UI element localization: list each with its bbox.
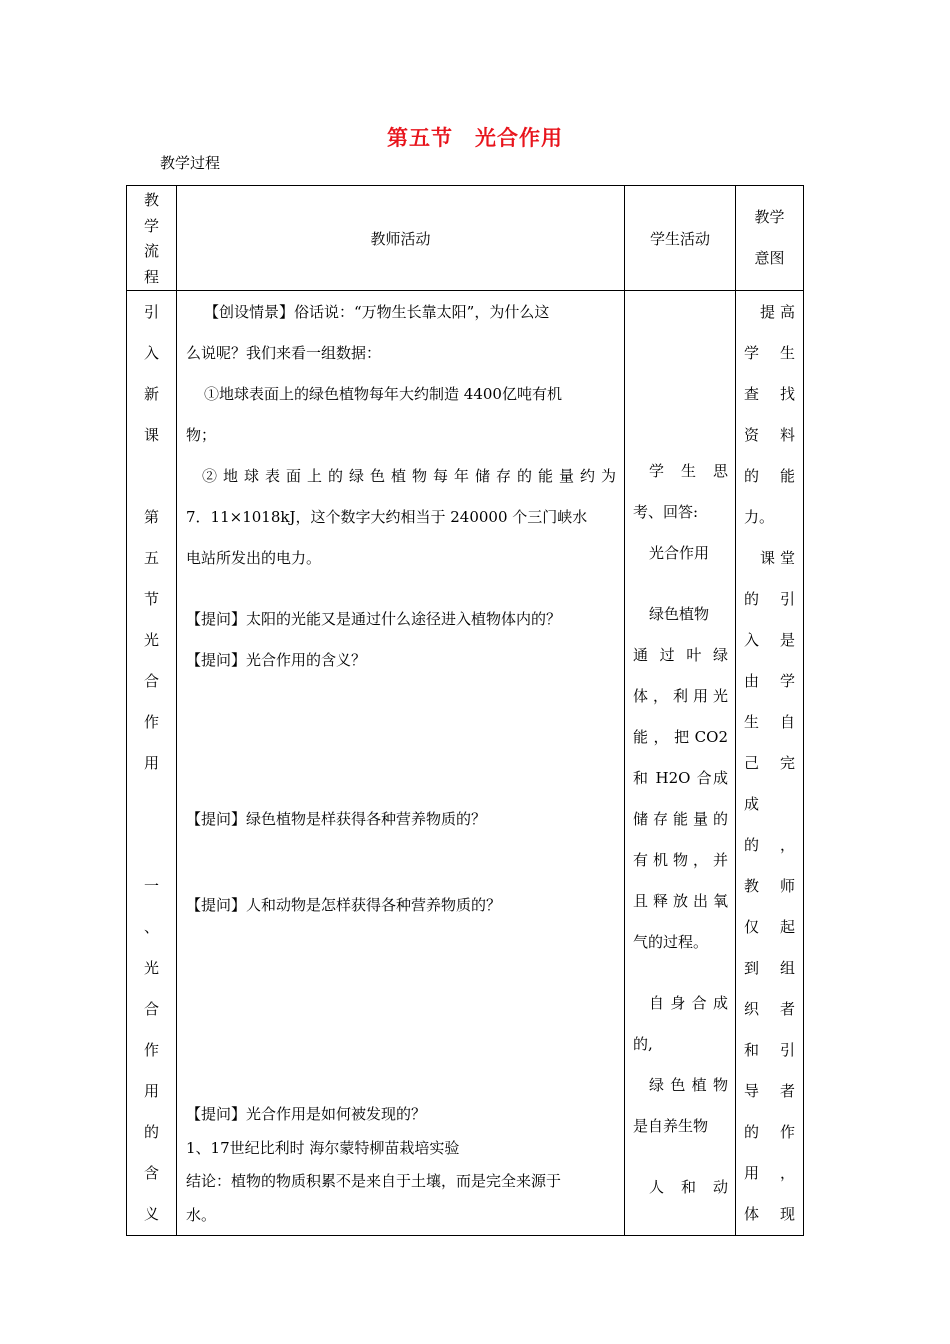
cell-text: 和引 xyxy=(744,1041,795,1059)
cell-text: 引 xyxy=(143,303,159,321)
cell-text: 生自 xyxy=(744,713,795,731)
teacher-line: 【提问】太阳的光能又是通过什么途径进入植物体内的？ xyxy=(186,610,562,628)
teacher-line: 【创设情景】俗话说：“万物生长靠太阳”，为什么这 xyxy=(204,303,550,321)
cell-text: 查找 xyxy=(744,385,795,403)
cell-text xyxy=(127,456,176,497)
cell-text: 成 xyxy=(744,795,760,813)
cell-text: 一 xyxy=(143,877,159,895)
cell-text: 的能 xyxy=(744,467,795,485)
cell-text: 体，利用光 xyxy=(633,687,728,705)
cell-text: 作 xyxy=(143,713,159,731)
cell-text: 光 xyxy=(143,631,159,649)
header-flow xyxy=(127,186,177,291)
cell-text: 、 xyxy=(143,918,159,936)
teaching-intent xyxy=(736,291,804,1236)
cell-text: 导者 xyxy=(744,1082,795,1100)
cell-text: 织者 xyxy=(744,1000,795,1018)
cell-text: 且释放出氧 xyxy=(633,892,728,910)
title-topic: 光合作用 xyxy=(475,126,563,150)
cell-text: 合 xyxy=(143,672,159,690)
cell-text: 合 xyxy=(143,1000,159,1018)
teacher-line: 物； xyxy=(186,426,217,444)
cell-text: 资料 xyxy=(744,426,795,444)
header-row xyxy=(127,186,804,291)
cell-text: 用， xyxy=(744,1164,795,1182)
page-title xyxy=(0,122,950,152)
cell-text: 用 xyxy=(143,754,159,772)
cell-text: 作 xyxy=(143,1041,159,1059)
cell-text: 通 过 叶 绿 xyxy=(633,646,728,664)
cell-text: 光合作用 xyxy=(649,544,710,562)
flow-column xyxy=(127,291,177,1236)
cell-text: 第 xyxy=(143,508,159,526)
cell-text: 是自养生物 xyxy=(633,1117,709,1135)
cell-text: 教学 xyxy=(754,208,785,226)
cell-text: 用 xyxy=(143,1082,159,1100)
cell-text: 有机物，并 xyxy=(633,851,728,869)
cell-text: 节 xyxy=(143,590,159,608)
cell-text: 提高 xyxy=(760,303,795,321)
lesson-table xyxy=(126,185,804,1236)
cell-text xyxy=(127,825,176,866)
cell-text: 仅起 xyxy=(744,918,795,936)
cell-text: 意图 xyxy=(754,249,785,267)
teacher-line: 么说呢？我们来看一组数据： xyxy=(186,344,382,362)
body-row xyxy=(127,291,804,1236)
cell-text: 课堂 xyxy=(760,549,795,567)
header-intent xyxy=(736,186,804,291)
cell-text: 程 xyxy=(143,267,159,286)
cell-text: 课 xyxy=(143,426,159,444)
cell-text: 力。 xyxy=(744,508,775,526)
section-label: 教学过程 xyxy=(160,154,221,172)
title-section: 第五节 xyxy=(387,126,453,150)
teacher-line: 水。 xyxy=(186,1206,217,1224)
teacher-line: 【提问】光合作用是如何被发现的？ xyxy=(186,1105,427,1123)
cell-text: 义 xyxy=(143,1205,159,1223)
teacher-line: 【提问】绿色植物是样获得各种营养物质的？ xyxy=(186,810,487,828)
cell-text: 的, xyxy=(633,1035,653,1053)
teacher-line: 结论：植物的物质积累不是来自于土壤，而是完全来源于 xyxy=(186,1172,562,1190)
cell-text: 含 xyxy=(143,1164,159,1182)
cell-text: 考、回答: xyxy=(633,503,699,521)
cell-text: 到组 xyxy=(744,959,795,977)
cell-text: 光 xyxy=(143,959,159,977)
cell-text: 教师 xyxy=(744,877,795,895)
cell-text: 储存能量的 xyxy=(633,810,728,828)
cell-text: 的引 xyxy=(744,590,795,608)
cell-text: 学生 xyxy=(744,344,795,362)
cell-text: 己完 xyxy=(744,754,795,772)
header-student: 学生活动 xyxy=(625,186,736,291)
cell-text: 自身合成 xyxy=(649,994,728,1012)
teacher-line: 【提问】光合作用的含义？ xyxy=(186,651,367,669)
teacher-line: 1、17世纪比利时 海尔蒙特柳苗栽培实验 xyxy=(186,1139,460,1157)
cell-text: 和 H2O 合成 xyxy=(633,769,728,787)
header-teacher: 教师活动 xyxy=(177,186,625,291)
student-activity xyxy=(625,291,736,1236)
cell-text: 学 生 思 xyxy=(649,462,728,480)
cell-text: 气的过程。 xyxy=(633,933,709,951)
cell-text: 新 xyxy=(143,385,159,403)
cell-text: 入 xyxy=(143,344,159,362)
teacher-line: 电站所发出的电力。 xyxy=(186,549,322,567)
cell-text: 能 ， 把 CO2 xyxy=(633,728,728,746)
cell-text: 教 xyxy=(143,191,159,209)
cell-text: 绿色植物 xyxy=(649,1076,728,1094)
teacher-line: 【提问】人和动物是怎样获得各种营养物质的？ xyxy=(186,896,502,914)
cell-text: 入是 xyxy=(744,631,795,649)
cell-text: 五 xyxy=(143,549,159,567)
cell-text: 人 和 动 xyxy=(649,1178,728,1196)
teacher-line: 7．11×1018kJ，这个数字大约相当于 240000 个三门峡水 xyxy=(186,508,588,526)
cell-text: 流 xyxy=(143,242,159,260)
cell-text: 由学 xyxy=(744,672,795,690)
teacher-line: ①地球表面上的绿色植物每年大约制造 4400亿吨有机 xyxy=(204,385,562,403)
cell-text: 的， xyxy=(744,836,795,854)
cell-text: 绿色植物 xyxy=(649,605,710,623)
cell-text: 的作 xyxy=(744,1123,795,1141)
cell-text: 学 xyxy=(143,216,159,235)
cell-text: 的 xyxy=(143,1123,159,1141)
teacher-activity xyxy=(177,291,625,1236)
cell-text: 体现 xyxy=(744,1205,795,1223)
cell-text xyxy=(127,784,176,825)
teacher-line: ② 地 球 表 面 上 的 绿 色 植 物 每 年 储 存 的 能 量 约 为 xyxy=(202,467,616,485)
